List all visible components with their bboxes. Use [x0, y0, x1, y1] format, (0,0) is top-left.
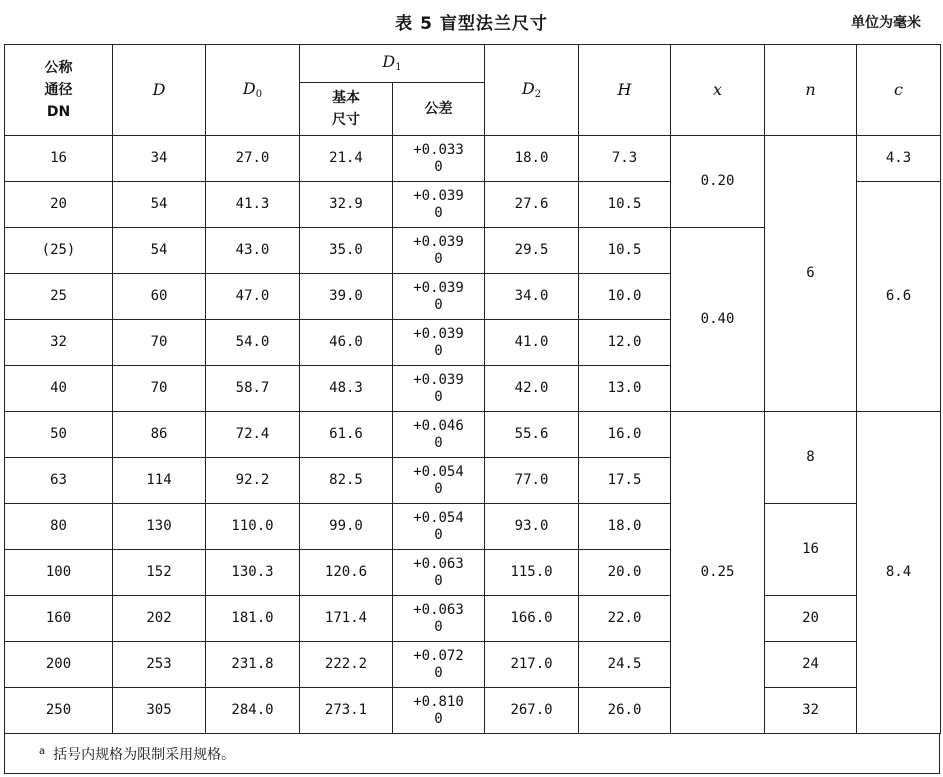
- cell-dn: 63: [5, 458, 113, 504]
- cell-n-group5: 24: [765, 642, 857, 688]
- tol-lower: 0: [434, 618, 443, 635]
- cell-H: 22.0: [579, 596, 671, 642]
- tol-upper: +0.039: [413, 280, 464, 297]
- tol-lower: 0: [434, 710, 443, 727]
- tol-lower: 0: [434, 572, 443, 589]
- cell-D0: 47.0: [206, 274, 300, 320]
- col-header-D0: [206, 45, 300, 136]
- cell-D1: 99.0: [300, 504, 393, 550]
- cell-D2: 55.6: [485, 412, 579, 458]
- cell-H: 10.5: [579, 228, 671, 274]
- cell-tolerance: [393, 182, 485, 228]
- col-header-x: x: [671, 45, 765, 136]
- cell-D0: 130.3: [206, 550, 300, 596]
- cell-D1: 48.3: [300, 366, 393, 412]
- table-row: [5, 596, 941, 642]
- cell-H: 24.5: [579, 642, 671, 688]
- col-header-H: H: [579, 45, 671, 136]
- cell-dn: 20: [5, 182, 113, 228]
- cell-D0: 231.8: [206, 642, 300, 688]
- tol-upper: +0.054: [413, 464, 464, 481]
- tol-upper: +0.063: [413, 602, 464, 619]
- cell-D: 60: [113, 274, 206, 320]
- D1-base: D: [382, 52, 396, 72]
- cell-dn: 80: [5, 504, 113, 550]
- cell-tolerance: [393, 366, 485, 412]
- cell-D2: 29.5: [485, 228, 579, 274]
- tol-upper: +0.054: [413, 510, 464, 527]
- cell-H: 12.0: [579, 320, 671, 366]
- cell-tolerance: [393, 412, 485, 458]
- tol-upper: +0.033: [413, 142, 464, 159]
- cell-D: 86: [113, 412, 206, 458]
- basic-line1: 基本: [332, 90, 360, 106]
- cell-D0: 181.0: [206, 596, 300, 642]
- cell-D0: 41.3: [206, 182, 300, 228]
- cell-D0: 110.0: [206, 504, 300, 550]
- dn-header-line1: 公称: [44, 60, 73, 76]
- col-header-D2: [485, 45, 579, 136]
- cell-D2: 115.0: [485, 550, 579, 596]
- cell-H: 7.3: [579, 136, 671, 182]
- cell-D1: 82.5: [300, 458, 393, 504]
- cell-tolerance: [393, 458, 485, 504]
- cell-H: 26.0: [579, 688, 671, 734]
- cell-x-group1: 0.20: [671, 136, 765, 228]
- cell-H: 10.0: [579, 274, 671, 320]
- tol-upper: +0.039: [413, 234, 464, 251]
- cell-D0: 92.2: [206, 458, 300, 504]
- tol-lower: 0: [434, 480, 443, 497]
- cell-D1: 32.9: [300, 182, 393, 228]
- tol-lower: 0: [434, 296, 443, 313]
- cell-n-group3: 16: [765, 504, 857, 596]
- cell-dn: 32: [5, 320, 113, 366]
- tol-lower: 0: [434, 342, 443, 359]
- cell-tolerance: [393, 596, 485, 642]
- cell-D1: 171.4: [300, 596, 393, 642]
- cell-D1: 120.6: [300, 550, 393, 596]
- cell-D: 70: [113, 320, 206, 366]
- cell-D1: 21.4: [300, 136, 393, 182]
- cell-dn: 25: [5, 274, 113, 320]
- D1-sub: 1: [395, 62, 402, 74]
- tol-lower: 0: [434, 388, 443, 405]
- cell-D1: 273.1: [300, 688, 393, 734]
- dn-header-line3: DN: [46, 104, 71, 120]
- cell-D2: 18.0: [485, 136, 579, 182]
- cell-D1: 222.2: [300, 642, 393, 688]
- cell-dn: 50: [5, 412, 113, 458]
- cell-D: 253: [113, 642, 206, 688]
- cell-dn: 200: [5, 642, 113, 688]
- cell-tolerance: [393, 136, 485, 182]
- D2-sub: 2: [534, 88, 542, 100]
- tol-lower: 0: [434, 664, 443, 681]
- cell-D0: 58.7: [206, 366, 300, 412]
- cell-D1: 39.0: [300, 274, 393, 320]
- cell-tolerance: [393, 228, 485, 274]
- cell-dn: (25): [5, 228, 113, 274]
- col-header-c: c: [857, 45, 941, 136]
- cell-D2: 27.6: [485, 182, 579, 228]
- tol-upper: +0.039: [413, 188, 464, 205]
- cell-D2: 34.0: [485, 274, 579, 320]
- cell-D1: 61.6: [300, 412, 393, 458]
- table-row: [5, 504, 941, 550]
- footnote-body: 括号内规格为限制采用规格。: [53, 747, 236, 763]
- cell-D2: 77.0: [485, 458, 579, 504]
- cell-D0: 54.0: [206, 320, 300, 366]
- cell-D: 114: [113, 458, 206, 504]
- tol-upper: +0.063: [413, 556, 464, 573]
- cell-D2: 166.0: [485, 596, 579, 642]
- unit-label: 单位为毫米: [851, 15, 921, 31]
- cell-dn: 160: [5, 596, 113, 642]
- cell-D: 305: [113, 688, 206, 734]
- tol-lower: 0: [434, 158, 443, 175]
- cell-D: 54: [113, 228, 206, 274]
- cell-H: 18.0: [579, 504, 671, 550]
- cell-D: 130: [113, 504, 206, 550]
- table-row: [5, 688, 941, 734]
- cell-tolerance: [393, 642, 485, 688]
- cell-tolerance: [393, 688, 485, 734]
- col-header-D: D: [113, 45, 206, 136]
- cell-H: 17.5: [579, 458, 671, 504]
- tol-upper: +0.039: [413, 372, 464, 389]
- cell-n-group6: 32: [765, 688, 857, 734]
- footnote-text: [39, 744, 235, 764]
- tol-upper: +0.072: [413, 648, 464, 665]
- col-header-D1-basic: [300, 83, 393, 136]
- cell-x-group3: 0.25: [671, 412, 765, 734]
- cell-x-group2: 0.40: [671, 228, 765, 412]
- cell-D0: 43.0: [206, 228, 300, 274]
- footnote-mark: a: [39, 746, 46, 757]
- table-title: 表 5 盲型法兰尺寸: [395, 14, 548, 34]
- tol-upper: +0.046: [413, 418, 464, 435]
- dn-header-line2: 通径: [44, 82, 73, 98]
- tol-lower: 0: [434, 434, 443, 451]
- cell-D0: 284.0: [206, 688, 300, 734]
- col-header-D1-tolerance: 公差: [393, 83, 485, 136]
- tol-lower: 0: [434, 204, 443, 221]
- D2-base: D: [521, 78, 535, 98]
- cell-H: 20.0: [579, 550, 671, 596]
- cell-H: 16.0: [579, 412, 671, 458]
- cell-H: 10.5: [579, 182, 671, 228]
- table-row: [5, 412, 941, 458]
- cell-D2: 93.0: [485, 504, 579, 550]
- cell-tolerance: [393, 504, 485, 550]
- col-header-dn: [5, 45, 113, 136]
- cell-H: 13.0: [579, 366, 671, 412]
- cell-c-group3: 8.4: [857, 412, 941, 734]
- D0-sub: 0: [255, 88, 263, 100]
- cell-D0: 72.4: [206, 412, 300, 458]
- cell-n-group2: 8: [765, 412, 857, 504]
- cell-D1: 46.0: [300, 320, 393, 366]
- cell-dn: 16: [5, 136, 113, 182]
- table-footnote: [4, 734, 940, 774]
- D0-base: D: [242, 78, 256, 98]
- cell-D: 34: [113, 136, 206, 182]
- cell-n-group1: 6: [765, 136, 857, 412]
- cell-D: 202: [113, 596, 206, 642]
- tol-lower: 0: [434, 526, 443, 543]
- cell-D: 54: [113, 182, 206, 228]
- col-header-D1: [300, 45, 485, 83]
- cell-c-group1: 4.3: [857, 136, 941, 182]
- cell-dn: 250: [5, 688, 113, 734]
- cell-D2: 41.0: [485, 320, 579, 366]
- cell-D2: 217.0: [485, 642, 579, 688]
- table-header: [0, 0, 943, 42]
- tol-upper: +0.810: [413, 694, 464, 711]
- cell-D: 70: [113, 366, 206, 412]
- cell-dn: 100: [5, 550, 113, 596]
- table-row: [5, 136, 941, 182]
- col-header-n: n: [765, 45, 857, 136]
- blind-flange-dimension-table: [4, 44, 941, 734]
- cell-tolerance: [393, 274, 485, 320]
- cell-D2: 267.0: [485, 688, 579, 734]
- cell-D: 152: [113, 550, 206, 596]
- cell-D1: 35.0: [300, 228, 393, 274]
- cell-D0: 27.0: [206, 136, 300, 182]
- basic-line2: 尺寸: [332, 112, 360, 128]
- cell-D2: 42.0: [485, 366, 579, 412]
- cell-c-group2: 6.6: [857, 182, 941, 412]
- table-row: [5, 642, 941, 688]
- cell-tolerance: [393, 550, 485, 596]
- cell-tolerance: [393, 320, 485, 366]
- cell-n-group4: 20: [765, 596, 857, 642]
- tol-lower: 0: [434, 250, 443, 267]
- tol-upper: +0.039: [413, 326, 464, 343]
- cell-dn: 40: [5, 366, 113, 412]
